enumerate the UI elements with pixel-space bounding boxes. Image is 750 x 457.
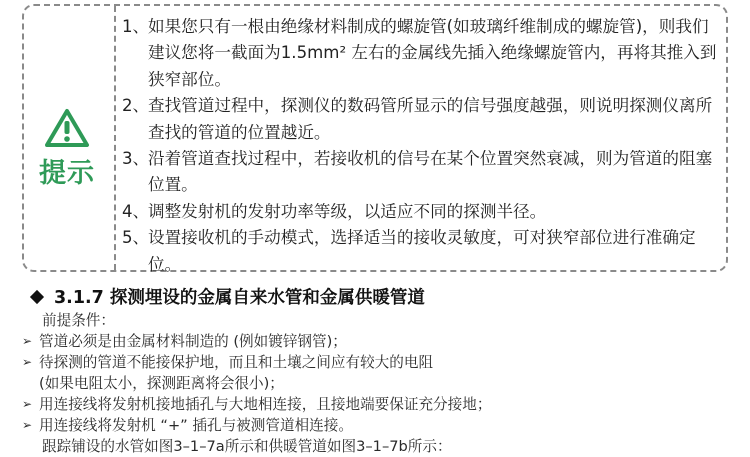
tip-item-5 xyxy=(122,225,718,278)
list-item-text: 管道必须是由金属材料制造的 (例如镀锌钢管)； xyxy=(39,333,347,350)
list-item-text: 用连接线将发射机接地插孔与大地相连接，且接地端要保证充分接地； xyxy=(39,396,492,413)
tip-item-text: 设置接收机的手动模式，选择适当的接收灵敏度，可对狭窄部位进行准确定位。 xyxy=(148,228,696,274)
tip-list xyxy=(122,14,718,278)
tip-item-2 xyxy=(122,93,718,146)
arrow-bullet-icon: ➢ xyxy=(22,355,33,369)
list-item-text: 待探测的管道不能接保护地，而且和土壤之间应有较大的电阻 xyxy=(39,354,434,371)
tip-icon-group xyxy=(34,108,100,190)
tip-box xyxy=(22,4,728,272)
tip-item-text: 沿着管道查找过程中，若接收机的信号在某个位置突然衰减，则为管道的阻塞位置。 xyxy=(148,149,713,195)
tip-item-4 xyxy=(122,199,718,225)
list-item xyxy=(22,352,732,373)
tip-item-3 xyxy=(122,146,718,199)
list-item-text: 用连接线将发射机 “+” 插孔与被测管道相连接。 xyxy=(39,417,353,434)
tip-item-1 xyxy=(122,14,718,93)
list-item xyxy=(22,394,732,415)
diamond-bullet-icon xyxy=(30,289,44,303)
prerequisite-label: 前提条件： xyxy=(42,312,115,329)
tip-item-number: 3、 xyxy=(122,149,150,169)
section-title: 3.1.7 探测埋设的金属自来水管和金属供暖管道 xyxy=(54,288,425,308)
tip-item-number: 5、 xyxy=(122,228,150,248)
tip-item-text: 调整发射机的发射功率等级，以适应不同的探测半径。 xyxy=(148,201,547,221)
body-text xyxy=(22,310,732,457)
tip-item-number: 1、 xyxy=(122,17,150,36)
list-item-continuation: (如果电阻太小，探测距离将会很小)； xyxy=(39,375,284,392)
tip-item-number: 4、 xyxy=(122,201,150,221)
list-item xyxy=(22,331,732,352)
arrow-bullet-icon: ➢ xyxy=(22,418,33,432)
tip-item-text: 如果您只有一根由绝缘材料制成的螺旋管(如玻璃纤维制成的螺旋管)，则我们建议您将一截面为1.5mm² 左右的金属线先插入绝缘螺旋管内，再将其推入到狭窄部位。 xyxy=(148,17,717,89)
closing-paragraph: 跟踪铺设的水管如图3–1–7a所示和供暖管道如图3–1–7b所示： xyxy=(42,438,452,455)
tip-divider xyxy=(114,6,116,270)
tip-item-number: 2、 xyxy=(122,96,150,116)
section-heading xyxy=(32,284,425,309)
warning-triangle-icon xyxy=(44,108,90,148)
arrow-bullet-icon: ➢ xyxy=(22,334,33,348)
tip-item-text: 查找管道过程中，探测仪的数码管所显示的信号强度越强，则说明探测仪离所查找的管道的位置越近。 xyxy=(148,96,713,142)
arrow-bullet-icon: ➢ xyxy=(22,397,33,411)
list-item xyxy=(22,415,732,436)
tip-label: 提示 xyxy=(39,158,95,189)
